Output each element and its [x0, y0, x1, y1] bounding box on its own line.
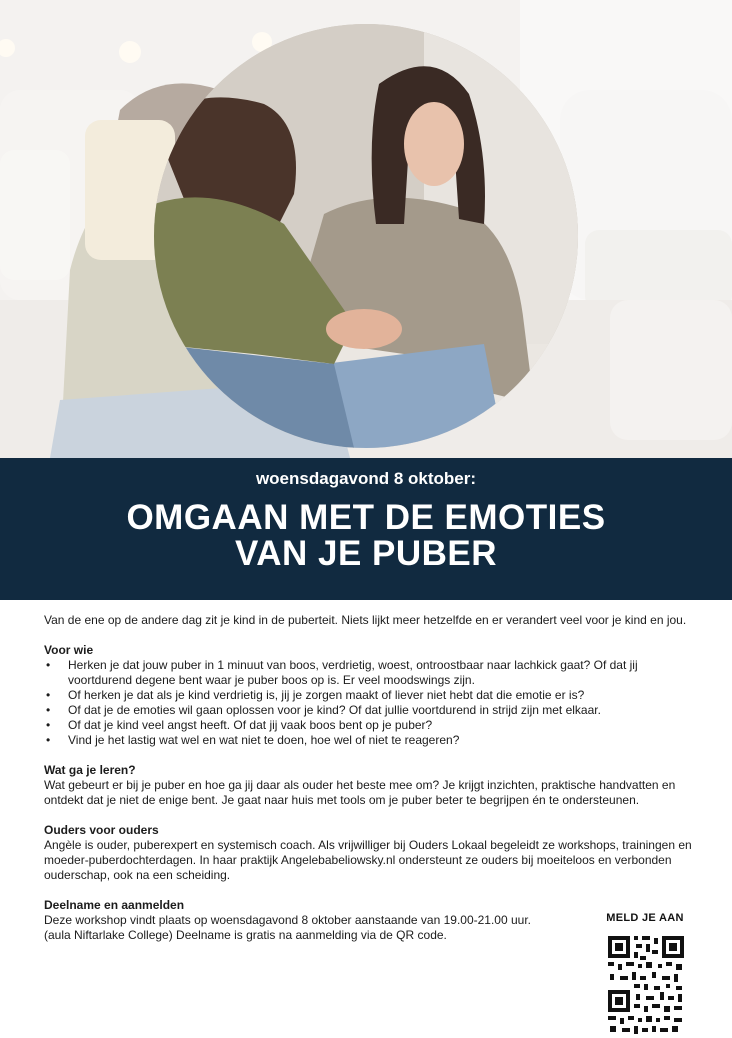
- bullet-list: [44, 658, 694, 748]
- section-text: Angèle is ouder, puberexpert en systemisch coach. Als vrijwilliger bij Ouders Lokaal begeleidt ze workshops, trainingen en moeder-puberdochterdagen. In haar praktijk Angelebabeliowsky.nl ondersteunt ze ouders bij moeiteloos en verbonden ouderschap, ook na een scheiding.: [44, 838, 692, 882]
- list-item: • Of dat je kind veel angst heeft. Of dat jij vaak boos bent op je puber?: [44, 718, 694, 733]
- section-text: Wat gebeurt er bij je puber en hoe ga jij daar als ouder het beste mee om? Je krijgt inzichten, praktische handvatten en ontdekt dat je niet de enige bent. Je gaat naar huis met tools om je puber beter te begrijpen én te ondersteunen.: [44, 778, 676, 807]
- title-line-2: VAN JE PUBER: [234, 534, 498, 573]
- mother-daughter-photo: [154, 24, 578, 448]
- section-heading: Ouders voor ouders: [44, 823, 159, 837]
- section-heading: Deelname en aanmelden: [44, 898, 185, 912]
- qr-code-icon[interactable]: [606, 934, 686, 1038]
- section-heading: Wat ga je leren?: [44, 763, 136, 777]
- section-leren: [44, 763, 694, 808]
- section-heading: Voor wie: [44, 643, 94, 657]
- list-item: • Of dat je de emoties wil gaan oplossen voor je kind? Of dat jullie voortdurend in strijd zijn met elkaar.: [44, 703, 694, 718]
- title-line-1: OMGAAN MET DE EMOTIES: [126, 498, 606, 537]
- list-item: • Of herken je dat als je kind verdrietig is, jij je zorgen maakt of liever niet hebt dat die emotie er is?: [44, 688, 694, 703]
- event-date: woensdagavond 8 oktober:: [255, 469, 477, 488]
- photo-circle: [154, 24, 578, 448]
- qr-label: MELD JE AAN: [606, 912, 684, 924]
- list-item: • Vind je het lastig wat wel en wat niet te doen, hoe wel of niet te reageren?: [44, 733, 694, 748]
- section-deelname: [44, 898, 564, 943]
- qr-block: [600, 912, 690, 924]
- deelname-line-1: Deze workshop vindt plaats op woensdagavond 8 oktober aanstaande van 19.00-21.00 uur.: [44, 913, 532, 927]
- header-photo: [0, 0, 732, 458]
- intro-text: Van de ene op de andere dag zit je kind in de puberteit. Niets lijkt meer hetzelfde en er verandert veel voor je kind en jou.: [44, 613, 687, 627]
- list-item: • Herken je dat jouw puber in 1 minuut van boos, verdrietig, woest, ontroostbaar naar lachkick gaat? Of dat jij voortdurend degene bent waar je puber boos op is. Er veel moodswings zijn.: [44, 658, 694, 688]
- section-ouders: [44, 823, 694, 883]
- body-content: [44, 613, 694, 943]
- page-title: [0, 500, 732, 572]
- section-voor-wie: [44, 643, 694, 748]
- deelname-line-2: (aula Niftarlake College) Deelname is gratis na aanmelding via de QR code.: [44, 928, 447, 942]
- title-band: [0, 458, 732, 600]
